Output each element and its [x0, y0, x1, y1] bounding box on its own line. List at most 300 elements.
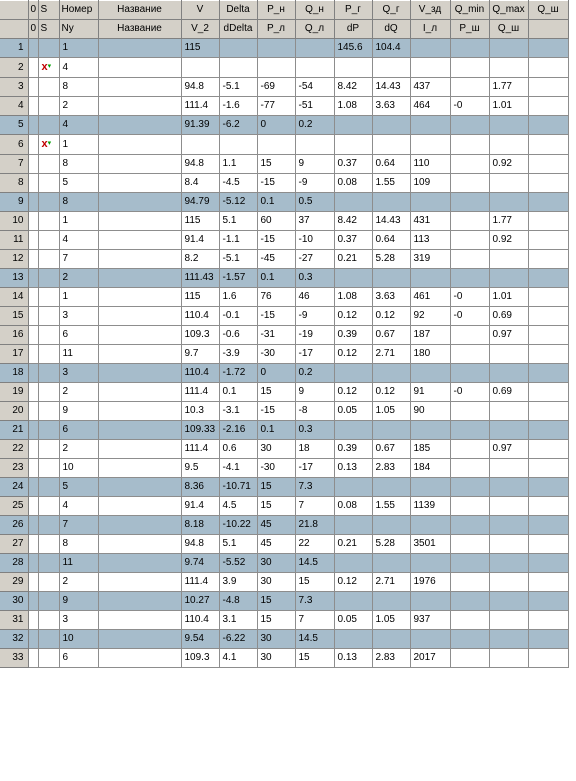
data-cell[interactable]: 0.1	[257, 421, 295, 440]
data-cell[interactable]: 9	[295, 155, 334, 174]
row-number[interactable]: 1	[0, 39, 28, 58]
data-cell[interactable]	[528, 231, 568, 250]
data-cell[interactable]: 109.3	[181, 649, 219, 668]
data-cell[interactable]: 0.6	[219, 440, 257, 459]
data-cell[interactable]	[334, 478, 372, 497]
data-cell[interactable]: 1.55	[372, 174, 410, 193]
state-cell[interactable]	[38, 39, 59, 58]
data-cell[interactable]: 0.39	[334, 440, 372, 459]
data-cell[interactable]	[98, 269, 181, 288]
column-header[interactable]: Q_max	[489, 1, 528, 20]
data-cell[interactable]: 8.36	[181, 478, 219, 497]
state-cell[interactable]	[38, 288, 59, 307]
data-cell[interactable]: -5.52	[219, 554, 257, 573]
data-cell[interactable]	[450, 326, 489, 345]
data-cell[interactable]: 184	[410, 459, 450, 478]
status-0-cell[interactable]	[28, 78, 38, 97]
data-cell[interactable]: 7.3	[295, 478, 334, 497]
data-cell[interactable]: -10.71	[219, 478, 257, 497]
data-cell[interactable]: -77	[257, 97, 295, 116]
table-row[interactable]	[0, 592, 568, 611]
data-cell[interactable]	[98, 155, 181, 174]
data-cell[interactable]	[489, 516, 528, 535]
data-cell[interactable]: 0.12	[334, 307, 372, 326]
data-cell[interactable]	[410, 630, 450, 649]
data-cell[interactable]	[528, 174, 568, 193]
data-cell[interactable]	[450, 364, 489, 383]
status-0-cell[interactable]	[28, 364, 38, 383]
table-row[interactable]	[0, 97, 568, 116]
row-number[interactable]: 8	[0, 174, 28, 193]
data-cell[interactable]	[98, 288, 181, 307]
data-cell[interactable]: 1976	[410, 573, 450, 592]
data-cell[interactable]: -0.1	[219, 307, 257, 326]
data-cell[interactable]	[528, 250, 568, 269]
table-row[interactable]	[0, 116, 568, 135]
data-cell[interactable]	[98, 78, 181, 97]
data-cell[interactable]	[98, 535, 181, 554]
row-number[interactable]: 10	[0, 212, 28, 231]
data-cell[interactable]: -15	[257, 307, 295, 326]
data-cell[interactable]	[181, 135, 219, 155]
data-cell[interactable]	[450, 649, 489, 668]
data-cell[interactable]: 45	[257, 516, 295, 535]
data-cell[interactable]	[528, 269, 568, 288]
column-header[interactable]: 0	[28, 1, 38, 20]
data-cell[interactable]	[410, 193, 450, 212]
data-cell[interactable]	[98, 459, 181, 478]
data-cell[interactable]	[257, 58, 295, 78]
data-cell[interactable]: -45	[257, 250, 295, 269]
data-cell[interactable]: 9.7	[181, 345, 219, 364]
data-cell[interactable]	[489, 402, 528, 421]
data-cell[interactable]: 4	[59, 58, 98, 78]
data-cell[interactable]: -0	[450, 383, 489, 402]
table-row[interactable]	[0, 611, 568, 630]
data-cell[interactable]: -8	[295, 402, 334, 421]
data-cell[interactable]	[450, 212, 489, 231]
data-cell[interactable]	[98, 592, 181, 611]
table-row[interactable]	[0, 39, 568, 58]
data-cell[interactable]	[410, 421, 450, 440]
data-cell[interactable]	[528, 116, 568, 135]
data-cell[interactable]	[372, 58, 410, 78]
data-cell[interactable]: 111.43	[181, 269, 219, 288]
table-row[interactable]	[0, 212, 568, 231]
data-cell[interactable]: 6	[59, 421, 98, 440]
data-cell[interactable]: 2.83	[372, 459, 410, 478]
table-row[interactable]	[0, 649, 568, 668]
data-cell[interactable]	[489, 193, 528, 212]
data-cell[interactable]: 0.97	[489, 440, 528, 459]
data-cell[interactable]	[489, 592, 528, 611]
state-cell[interactable]	[38, 174, 59, 193]
state-cell[interactable]	[38, 193, 59, 212]
row-number[interactable]: 25	[0, 497, 28, 516]
data-cell[interactable]	[528, 364, 568, 383]
data-cell[interactable]: 9	[59, 402, 98, 421]
data-cell[interactable]: 4.5	[219, 497, 257, 516]
data-cell[interactable]: 111.4	[181, 383, 219, 402]
data-cell[interactable]	[98, 326, 181, 345]
data-cell[interactable]: 0.12	[372, 383, 410, 402]
data-cell[interactable]: 30	[257, 440, 295, 459]
data-cell[interactable]	[98, 58, 181, 78]
data-cell[interactable]: 11	[59, 554, 98, 573]
data-cell[interactable]: 0.05	[334, 611, 372, 630]
table-row[interactable]	[0, 364, 568, 383]
data-cell[interactable]: -0	[450, 307, 489, 326]
data-cell[interactable]	[334, 421, 372, 440]
data-cell[interactable]	[450, 611, 489, 630]
status-0-cell[interactable]	[28, 116, 38, 135]
table-row[interactable]	[0, 497, 568, 516]
data-cell[interactable]: -10	[295, 231, 334, 250]
data-cell[interactable]: 4.1	[219, 649, 257, 668]
column-header[interactable]: V_2	[181, 20, 219, 39]
data-cell[interactable]: 1.01	[489, 288, 528, 307]
data-cell[interactable]	[450, 592, 489, 611]
data-cell[interactable]	[528, 58, 568, 78]
data-cell[interactable]	[528, 459, 568, 478]
data-cell[interactable]	[528, 326, 568, 345]
data-cell[interactable]: -6.2	[219, 116, 257, 135]
data-cell[interactable]: 110.4	[181, 611, 219, 630]
data-cell[interactable]: 0.39	[334, 326, 372, 345]
data-cell[interactable]	[98, 649, 181, 668]
row-number[interactable]: 32	[0, 630, 28, 649]
data-cell[interactable]: 3.1	[219, 611, 257, 630]
data-cell[interactable]: 9	[295, 383, 334, 402]
data-cell[interactable]: 1	[59, 212, 98, 231]
column-header[interactable]: S	[38, 1, 59, 20]
data-cell[interactable]: 0.67	[372, 326, 410, 345]
data-cell[interactable]	[489, 174, 528, 193]
data-cell[interactable]: 7	[59, 250, 98, 269]
data-cell[interactable]: 4	[59, 116, 98, 135]
column-header[interactable]: V_зд	[410, 1, 450, 20]
data-cell[interactable]: 14.5	[295, 630, 334, 649]
state-cell[interactable]	[38, 135, 59, 155]
data-cell[interactable]	[98, 135, 181, 155]
data-cell[interactable]: 111.4	[181, 97, 219, 116]
status-0-cell[interactable]	[28, 383, 38, 402]
data-cell[interactable]	[450, 58, 489, 78]
status-0-cell[interactable]	[28, 421, 38, 440]
data-cell[interactable]	[410, 592, 450, 611]
data-cell[interactable]: 187	[410, 326, 450, 345]
data-cell[interactable]: 2.71	[372, 573, 410, 592]
table-row[interactable]	[0, 58, 568, 78]
data-cell[interactable]: 7	[295, 497, 334, 516]
data-cell[interactable]: 15	[295, 573, 334, 592]
row-number[interactable]: 27	[0, 535, 28, 554]
data-cell[interactable]	[372, 364, 410, 383]
data-cell[interactable]: -15	[257, 231, 295, 250]
data-cell[interactable]: -9	[295, 307, 334, 326]
state-cell[interactable]	[38, 231, 59, 250]
data-cell[interactable]: -5.1	[219, 78, 257, 97]
data-cell[interactable]: 0.64	[372, 155, 410, 174]
data-cell[interactable]	[450, 573, 489, 592]
data-cell[interactable]: 1	[59, 39, 98, 58]
data-cell[interactable]: 109.33	[181, 421, 219, 440]
data-cell[interactable]	[450, 193, 489, 212]
data-cell[interactable]	[450, 135, 489, 155]
data-cell[interactable]: -51	[295, 97, 334, 116]
status-0-cell[interactable]	[28, 535, 38, 554]
column-header[interactable]: Q_ш	[528, 1, 568, 20]
data-cell[interactable]: 0.05	[334, 402, 372, 421]
data-cell[interactable]: 104.4	[372, 39, 410, 58]
data-cell[interactable]	[450, 554, 489, 573]
row-number[interactable]: 6	[0, 135, 28, 155]
data-cell[interactable]	[98, 364, 181, 383]
data-cell[interactable]	[334, 516, 372, 535]
data-cell[interactable]	[98, 421, 181, 440]
data-cell[interactable]	[489, 554, 528, 573]
data-cell[interactable]	[372, 116, 410, 135]
state-cell[interactable]	[38, 554, 59, 573]
data-cell[interactable]: 8.4	[181, 174, 219, 193]
data-cell[interactable]: 0.92	[489, 231, 528, 250]
state-cell[interactable]	[38, 307, 59, 326]
data-cell[interactable]: 10.3	[181, 402, 219, 421]
data-cell[interactable]: 22	[295, 535, 334, 554]
data-cell[interactable]	[528, 288, 568, 307]
data-cell[interactable]: 4	[59, 231, 98, 250]
data-cell[interactable]: 94.8	[181, 535, 219, 554]
data-cell[interactable]: -17	[295, 459, 334, 478]
data-cell[interactable]: 461	[410, 288, 450, 307]
table-row[interactable]	[0, 383, 568, 402]
table-row[interactable]	[0, 250, 568, 269]
table-row[interactable]	[0, 307, 568, 326]
data-cell[interactable]	[489, 269, 528, 288]
data-cell[interactable]: 11	[59, 345, 98, 364]
table-row[interactable]	[0, 516, 568, 535]
column-header[interactable]: Q_ш	[489, 20, 528, 39]
data-cell[interactable]	[334, 116, 372, 135]
state-cell[interactable]	[38, 497, 59, 516]
data-cell[interactable]: 30	[257, 649, 295, 668]
state-cell[interactable]	[38, 250, 59, 269]
data-cell[interactable]: 0.1	[257, 269, 295, 288]
state-cell[interactable]	[38, 345, 59, 364]
data-cell[interactable]: -30	[257, 459, 295, 478]
data-cell[interactable]: -0.6	[219, 326, 257, 345]
data-cell[interactable]: 7.3	[295, 592, 334, 611]
data-cell[interactable]: 94.79	[181, 193, 219, 212]
data-cell[interactable]	[528, 78, 568, 97]
row-number[interactable]: 14	[0, 288, 28, 307]
row-number[interactable]: 4	[0, 97, 28, 116]
data-cell[interactable]: 111.4	[181, 440, 219, 459]
row-number[interactable]: 26	[0, 516, 28, 535]
data-cell[interactable]	[450, 155, 489, 174]
row-number[interactable]: 12	[0, 250, 28, 269]
data-cell[interactable]: -5.1	[219, 250, 257, 269]
data-cell[interactable]: 464	[410, 97, 450, 116]
table-row[interactable]	[0, 554, 568, 573]
column-header[interactable]: P_г	[334, 1, 372, 20]
data-cell[interactable]: 8	[59, 155, 98, 174]
table-row[interactable]	[0, 573, 568, 592]
data-cell[interactable]: 0.3	[295, 269, 334, 288]
data-cell[interactable]: 0.67	[372, 440, 410, 459]
data-cell[interactable]: 5.1	[219, 535, 257, 554]
data-cell[interactable]: 14.43	[372, 78, 410, 97]
table-row[interactable]	[0, 193, 568, 212]
data-cell[interactable]	[372, 478, 410, 497]
data-cell[interactable]: 110	[410, 155, 450, 174]
column-header[interactable]: Номер	[59, 1, 98, 20]
status-0-cell[interactable]	[28, 97, 38, 116]
data-cell[interactable]: 0.2	[295, 116, 334, 135]
data-cell[interactable]: 8	[59, 78, 98, 97]
table-row[interactable]	[0, 269, 568, 288]
state-cell[interactable]	[38, 326, 59, 345]
row-number[interactable]: 16	[0, 326, 28, 345]
data-cell[interactable]: 9.5	[181, 459, 219, 478]
data-cell[interactable]	[334, 269, 372, 288]
state-cell[interactable]	[38, 611, 59, 630]
data-cell[interactable]: 1.1	[219, 155, 257, 174]
data-cell[interactable]	[334, 630, 372, 649]
state-cell[interactable]	[38, 58, 59, 78]
data-cell[interactable]: 2	[59, 573, 98, 592]
data-cell[interactable]: 937	[410, 611, 450, 630]
data-cell[interactable]	[410, 554, 450, 573]
status-0-cell[interactable]	[28, 630, 38, 649]
data-cell[interactable]: 0.5	[295, 193, 334, 212]
data-cell[interactable]	[450, 116, 489, 135]
data-cell[interactable]: 8	[59, 193, 98, 212]
data-cell[interactable]	[450, 250, 489, 269]
data-cell[interactable]	[334, 592, 372, 611]
data-cell[interactable]: 0.97	[489, 326, 528, 345]
data-cell[interactable]	[410, 116, 450, 135]
data-cell[interactable]	[372, 630, 410, 649]
data-cell[interactable]	[98, 516, 181, 535]
data-cell[interactable]: 2017	[410, 649, 450, 668]
data-cell[interactable]	[98, 250, 181, 269]
row-number[interactable]: 33	[0, 649, 28, 668]
data-cell[interactable]: 3.9	[219, 573, 257, 592]
data-cell[interactable]	[410, 58, 450, 78]
data-cell[interactable]: 185	[410, 440, 450, 459]
data-cell[interactable]	[489, 345, 528, 364]
column-header[interactable]: P_ш	[450, 20, 489, 39]
data-cell[interactable]	[489, 535, 528, 554]
data-cell[interactable]	[98, 97, 181, 116]
data-cell[interactable]: 0.37	[334, 155, 372, 174]
data-cell[interactable]: 1.77	[489, 212, 528, 231]
table-row[interactable]	[0, 630, 568, 649]
data-cell[interactable]: 2	[59, 383, 98, 402]
status-0-cell[interactable]	[28, 611, 38, 630]
data-cell[interactable]	[489, 573, 528, 592]
data-cell[interactable]: 92	[410, 307, 450, 326]
row-number[interactable]: 20	[0, 402, 28, 421]
data-cell[interactable]: 2.71	[372, 345, 410, 364]
data-cell[interactable]: 9	[59, 592, 98, 611]
row-number[interactable]: 29	[0, 573, 28, 592]
data-cell[interactable]: 15	[257, 383, 295, 402]
data-cell[interactable]: -1.1	[219, 231, 257, 250]
data-cell[interactable]: 110.4	[181, 364, 219, 383]
state-cell[interactable]	[38, 535, 59, 554]
status-0-cell[interactable]	[28, 174, 38, 193]
data-cell[interactable]: 14.5	[295, 554, 334, 573]
data-cell[interactable]	[528, 611, 568, 630]
data-cell[interactable]	[334, 135, 372, 155]
data-cell[interactable]	[372, 269, 410, 288]
data-cell[interactable]: 3	[59, 307, 98, 326]
data-cell[interactable]: -4.1	[219, 459, 257, 478]
data-cell[interactable]: 15	[295, 649, 334, 668]
column-header[interactable]: P_н	[257, 1, 295, 20]
row-number[interactable]: 11	[0, 231, 28, 250]
data-cell[interactable]	[528, 212, 568, 231]
data-cell[interactable]	[489, 459, 528, 478]
column-header[interactable]: dDelta	[219, 20, 257, 39]
status-0-cell[interactable]	[28, 402, 38, 421]
data-cell[interactable]: 1.77	[489, 78, 528, 97]
data-cell[interactable]: -15	[257, 402, 295, 421]
data-cell[interactable]	[98, 497, 181, 516]
data-cell[interactable]	[257, 39, 295, 58]
table-row[interactable]	[0, 535, 568, 554]
table-row[interactable]	[0, 231, 568, 250]
status-0-cell[interactable]	[28, 345, 38, 364]
data-cell[interactable]: 91.39	[181, 116, 219, 135]
data-cell[interactable]	[528, 39, 568, 58]
data-cell[interactable]	[334, 193, 372, 212]
row-number[interactable]: 13	[0, 269, 28, 288]
state-cell[interactable]	[38, 630, 59, 649]
row-number[interactable]: 3	[0, 78, 28, 97]
data-cell[interactable]: 1.08	[334, 97, 372, 116]
data-cell[interactable]	[489, 497, 528, 516]
data-cell[interactable]	[528, 478, 568, 497]
data-cell[interactable]: 3	[59, 364, 98, 383]
data-cell[interactable]	[489, 39, 528, 58]
data-cell[interactable]	[528, 592, 568, 611]
data-cell[interactable]: 5.1	[219, 212, 257, 231]
row-number[interactable]: 23	[0, 459, 28, 478]
state-cell[interactable]	[38, 212, 59, 231]
column-header[interactable]: P_л	[257, 20, 295, 39]
data-cell[interactable]	[450, 78, 489, 97]
data-cell[interactable]: 110.4	[181, 307, 219, 326]
row-number[interactable]: 22	[0, 440, 28, 459]
data-cell[interactable]	[372, 592, 410, 611]
data-cell[interactable]: 1139	[410, 497, 450, 516]
data-cell[interactable]	[489, 421, 528, 440]
data-cell[interactable]: 0.69	[489, 307, 528, 326]
data-cell[interactable]	[98, 383, 181, 402]
data-cell[interactable]: 115	[181, 39, 219, 58]
data-cell[interactable]	[295, 135, 334, 155]
data-cell[interactable]	[528, 345, 568, 364]
data-cell[interactable]: 3.63	[372, 97, 410, 116]
table-row[interactable]	[0, 345, 568, 364]
data-cell[interactable]	[489, 250, 528, 269]
column-header[interactable]	[528, 20, 568, 39]
data-cell[interactable]	[450, 421, 489, 440]
data-cell[interactable]	[528, 421, 568, 440]
